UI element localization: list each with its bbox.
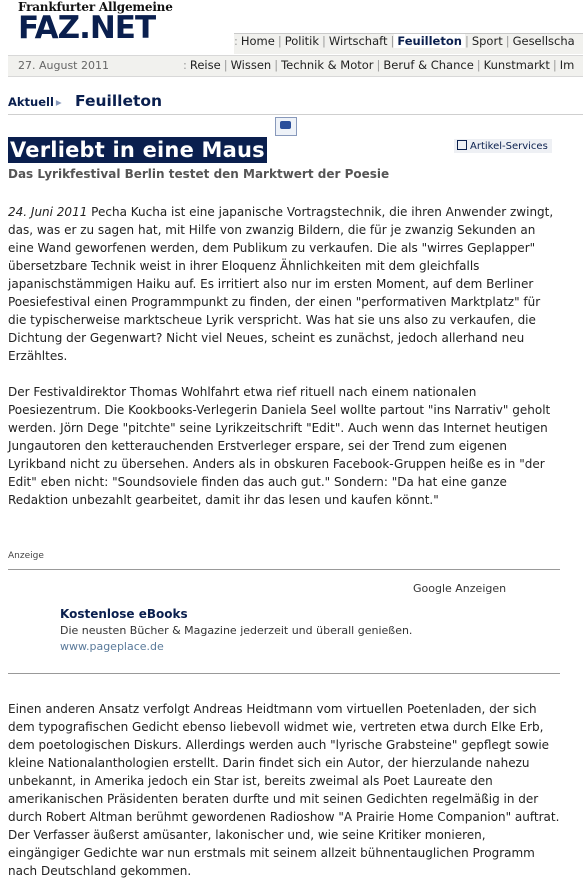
site-logo[interactable]: FAZ.NET	[18, 10, 156, 46]
article-services-button[interactable]	[454, 139, 552, 153]
ad-label: Anzeige	[8, 551, 44, 561]
nav-wirtschaft[interactable]: Wirtschaft	[328, 34, 388, 48]
section-divider	[8, 114, 583, 115]
article-paragraph-1	[8, 203, 561, 365]
article-subtitle: Das Lyrikfestival Berlin testet den Marktwert der Poesie	[8, 167, 390, 181]
nav-kunstmarkt[interactable]: Kunstmarkt	[483, 58, 550, 72]
nav-technik-motor[interactable]: Technik & Motor	[281, 58, 374, 72]
nav-sport[interactable]: Sport	[471, 34, 503, 48]
article-services-label: Artikel-Services	[470, 141, 548, 152]
paragraph-text: Pecha Kucha ist eine japanische Vortragstechnik, die ihren Anwender zwingt, das, was er zu sagen hat, mit Hilfe von zwanzig Bildern, die für je zwanzig Sekunden an eine Wand geworfenen werden, dem Publikum zu verkaufen. Die als "wirres Geplapper" übersetzbare Technik weist in ihrer Eloquenz Ähnlichkeiten mit dem gleichfalls japanischstämmigen Haiku auf. Es irritiert also nur im ersten Moment, auf dem Berliner Poesiefestival einen Programmpunkt zu finden, der einen "performativen Marktplatz" für die typischerweise marktscheue Lyrik verspricht. Was hat sie uns also zu verkaufen, die Dichtung der Gegenwart? Nicht viel Neues, scheint es zunächst, jedoch allerhand neu Erzähltes.	[8, 205, 554, 363]
ad-provider[interactable]: Google Anzeigen	[413, 582, 507, 595]
secondary-nav: : Reise | Wissen | Technik & Motor | Beruf & Chance | Kunstmarkt | Im	[183, 58, 577, 72]
article-paragraph-2: Der Festivaldirektor Thomas Wohlfahrt etwa rief rituell nach einem nationalen Poesiezentrum. Die Kookbooks-Verlegerin Daniela Seel wollte partout "ins Narrativ" geholt werden. Jörn Dege "pitchte" seine Lyrikzeitschrift "Edit". Auch wenn das Internet heutigen Jungautoren den ketterauchenden Erstverleger erspare, sei der Trend zum eigenen Lyrikband nicht zu übersehen. Anders als in obskuren Facebook-Gruppen heiße es in "der Edit" eben nicht: "Soundsoviele finden das auch gut." Sondern: "Da hat eine ganze Redaktion unbezahlt gearbeitet, damit ihr das lesen und kaufen könnt."	[8, 385, 551, 507]
ad-description: Die neusten Bücher & Magazine jederzeit und überall genießen.	[60, 624, 413, 637]
logo-tagline: Frankfurter Allgemeine	[18, 0, 173, 14]
ad-bottom-rule	[8, 673, 560, 674]
document-icon	[457, 140, 467, 150]
breadcrumb-parent[interactable]: Aktuell	[8, 95, 54, 109]
nav-beruf-chance[interactable]: Beruf & Chance	[383, 58, 474, 72]
article-paragraph-3: Einen anderen Ansatz verfolgt Andreas Heidtmann vom virtuellen Poetenladen, der sich dem typografischen Gedicht ebenso liebevoll widmet wie, vertreten etwa durch Elke Erb, dem poetologischen Diskurs. Allerdings werden auch "lyrische Grabsteine" gepflegt sowie kleine Nationalanthologien erstellt. Darin findet sich ein Autor, der hierzulande nahezu unbekannt, in Amerika jedoch ein Star ist, bereits zweimal als Poet Laureate den amerikanischen Präsidenten beraten durfte und mit seinen Gedichten regelmäßig in der durch Robert Altman berühmt gewordenen Radioshow "A Prairie Home Companion" auftrat. Der Verfasser äußerst amüsanter, lakonischer und, wie seine Kritiker monieren, eingängiger Gedichte war nun erstmals mit seinem allzeit bühnentauglichen Programm nach Deutschland gekommen.	[8, 702, 560, 878]
article-title: Verliebt in eine Maus	[10, 138, 265, 162]
section-title: Feuilleton	[75, 92, 163, 110]
article-dateline: 24. Juni 2011	[8, 205, 88, 219]
chevron-right-icon: ▸	[55, 95, 62, 109]
nav-reise[interactable]: Reise	[189, 58, 221, 72]
ad-top-rule	[8, 569, 560, 570]
ad-title-link[interactable]: Kostenlose eBooks	[60, 607, 188, 621]
nav-politik[interactable]: Politik	[284, 34, 320, 48]
nav-feuilleton[interactable]: Feuilleton	[394, 34, 465, 48]
breadcrumb	[8, 95, 67, 109]
nav-immobilien[interactable]: Im	[559, 58, 575, 72]
nav-home[interactable]: Home	[240, 34, 275, 48]
nav-gesellschaft[interactable]: Gesellscha	[512, 34, 575, 48]
primary-nav: : Home | Politik | Wirtschaft | Feuilleton | Sport | Gesellscha	[234, 34, 578, 48]
ad-url-link[interactable]: www.pageplace.de	[60, 640, 164, 653]
nav-wissen[interactable]: Wissen	[230, 58, 272, 72]
comment-icon[interactable]	[275, 117, 297, 136]
current-date: 27. August 2011	[18, 59, 109, 72]
